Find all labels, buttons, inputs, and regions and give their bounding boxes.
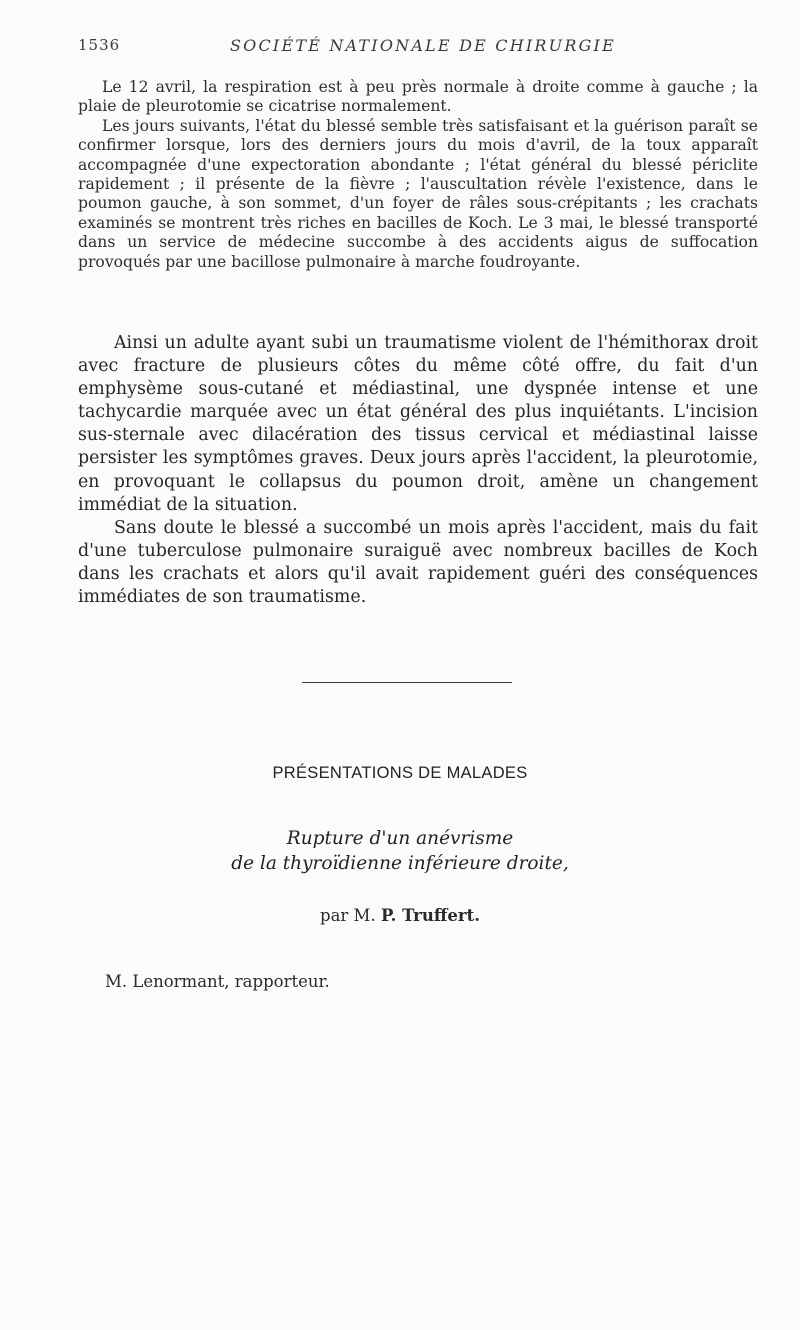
conclusion-paragraph: Sans doute le blessé a succombé un mois après l'accident, mais du fait d'une tuberculose pulmonaire suraiguë avec nombreux bacilles de Koch dans les crachats et alors qu'il avait rapidement guéri des conséquences immédiates de son traumatisme.	[78, 517, 758, 608]
author-name: P. Truffert.	[380, 906, 480, 925]
case-notes	[78, 78, 758, 272]
reporter-line: M. Lenormant, rapporteur.	[105, 972, 330, 991]
conclusion-paragraph: Ainsi un adulte ayant subi un traumatisme violent de l'hémithorax droit avec fracture de plusieurs côtes du même côté offre, du fait d'un emphysème sous-cutané et médiastinal, une dyspnée intense et une tachycardie marquée avec un état général des plus inquiétants. L'incision sus-sternale avec dilacération des tissus cervical et médiastinal laisse persister les symptômes graves. Deux jours après l'accident, la pleurotomie, en provoquant le collapsus du poumon droit, amène un changement immédiat de la situation.	[78, 333, 758, 515]
page-header	[78, 36, 718, 58]
case-notes-paragraph: Le 12 avril, la respiration est à peu près normale à droite comme à gauche ; la plaie de pleurotomie se cicatrise normalement.	[78, 78, 758, 116]
byline-prefix: par M.	[320, 906, 376, 925]
byline	[0, 906, 800, 925]
section-heading: PRÉSENTATIONS DE MALADES	[272, 764, 528, 782]
conclusion	[78, 332, 758, 609]
section-divider	[302, 682, 512, 683]
page-number: 1536	[78, 36, 121, 54]
article-title	[0, 826, 800, 876]
running-title: SOCIÉTÉ NATIONALE DE CHIRURGIE	[230, 36, 616, 55]
case-notes-paragraph: Les jours suivants, l'état du blessé semble très satisfaisant et la guérison paraît se confirmer lorsque, lors des derniers jours du mois d'avril, de la toux apparaît accompagnée d'une expectoration abondante ; l'état général du blessé périclite rapidement ; il présente de la fièvre ; l'auscultation révèle l'existence, dans le poumon gauche, à son sommet, d'un foyer de râles sous-crépitants ; les crachats examinés se montrent très riches en bacilles de Koch. Le 3 mai, le blessé transporté dans un service de médecine succombe à des accidents aigus de suffocation provoqués par une bacillose pulmonaire à marche foudroyante.	[78, 116, 758, 271]
article-title-line: de la thyroïdienne inférieure droite,	[231, 853, 569, 874]
article-title-line: Rupture d'un anévrisme	[286, 828, 514, 849]
